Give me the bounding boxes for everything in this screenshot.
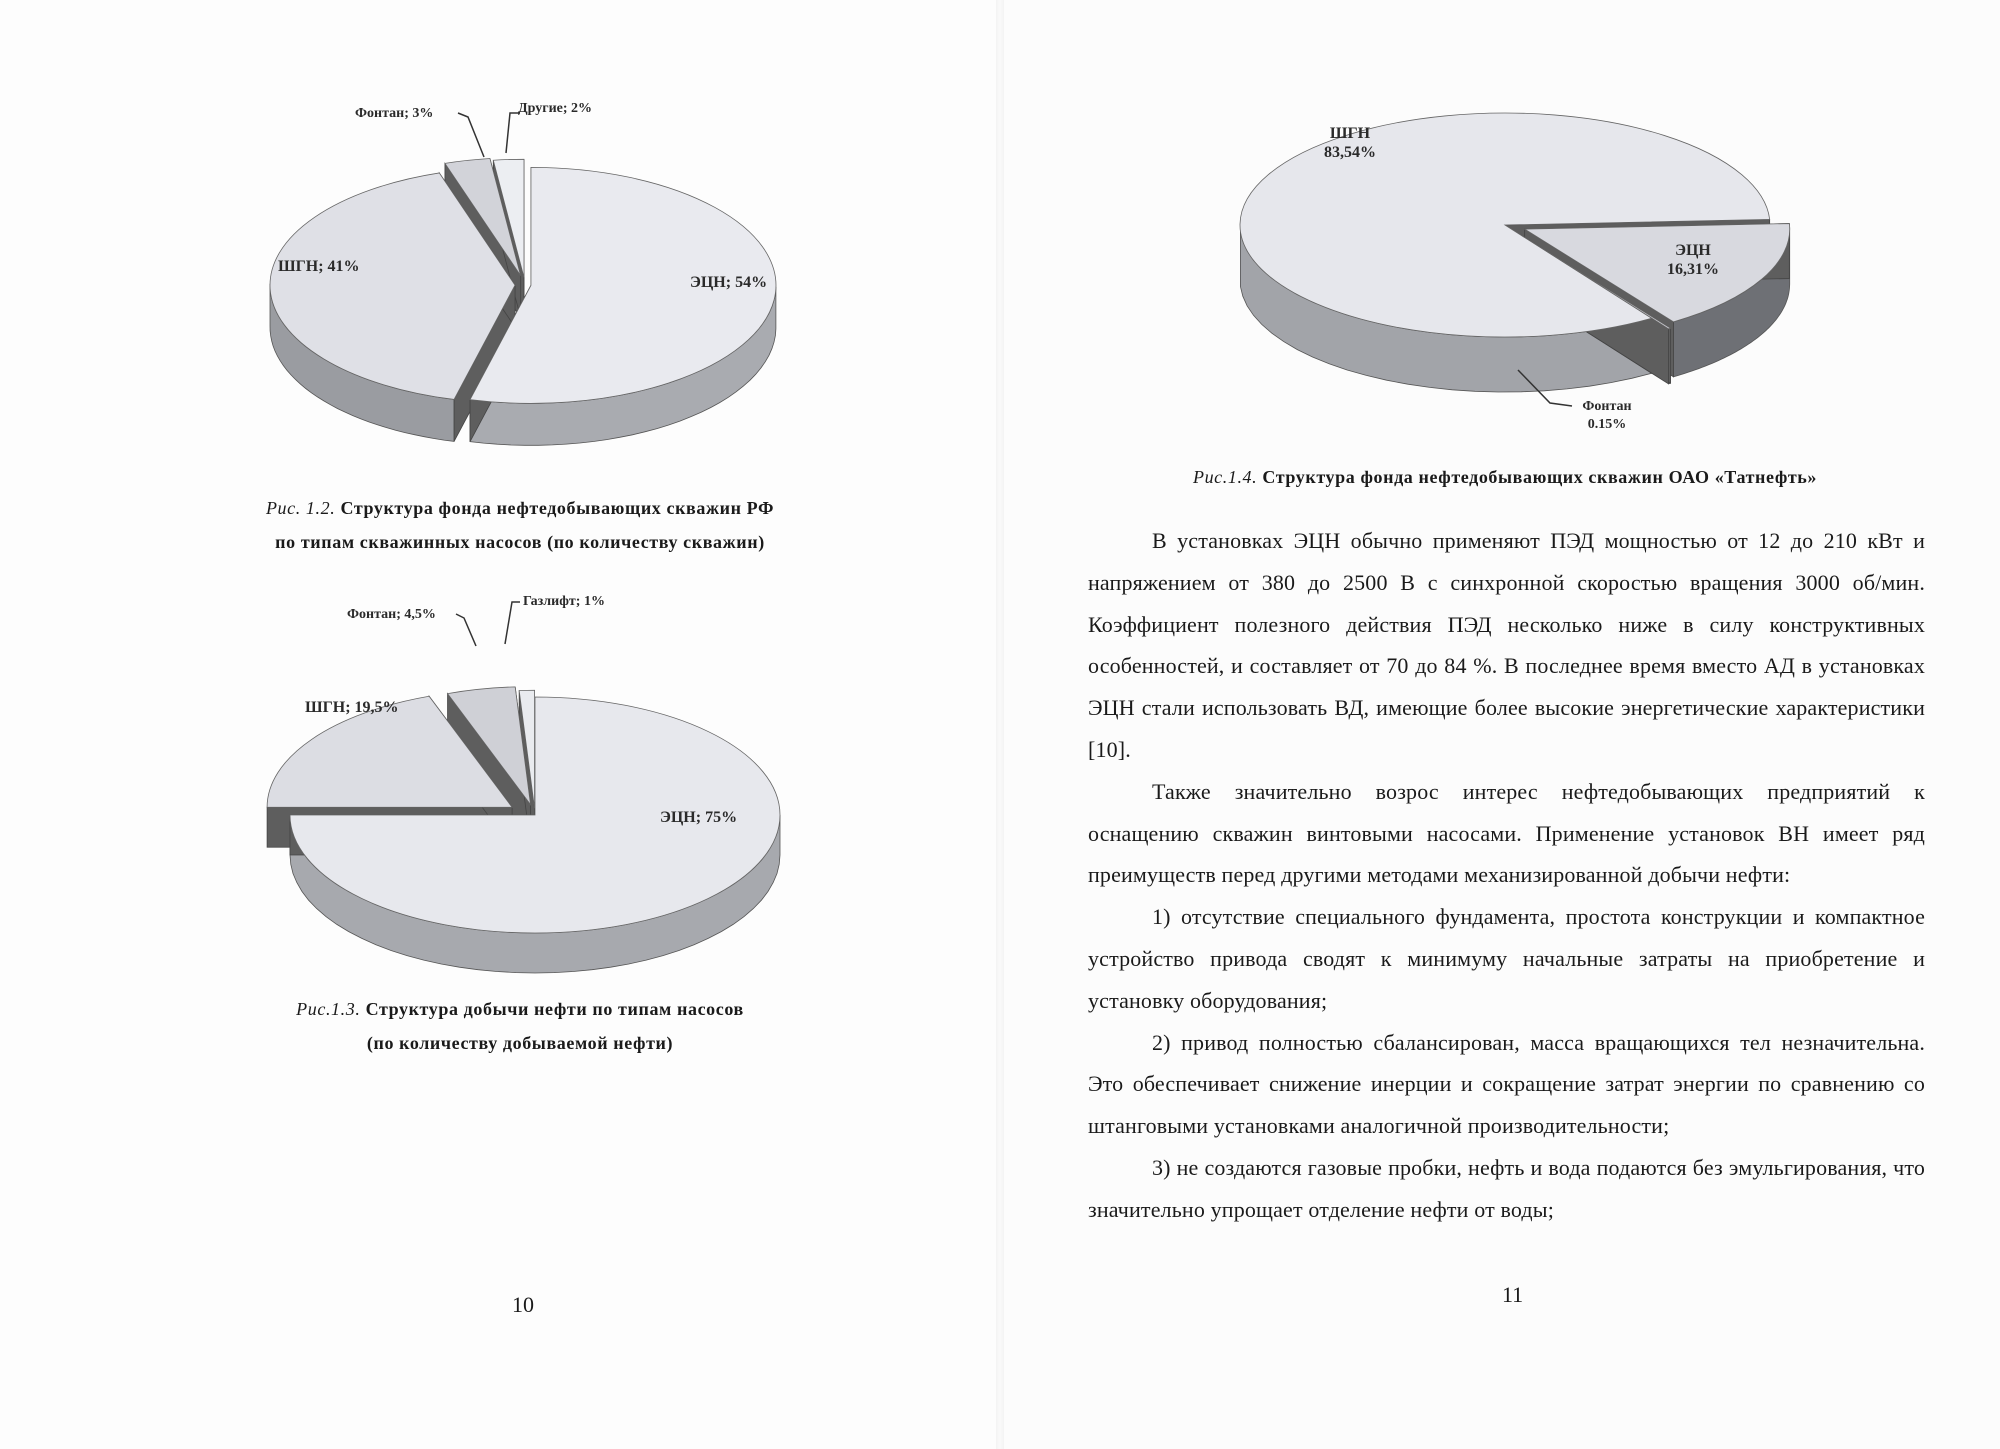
figure-1-4-label: Рис.1.4.: [1192, 467, 1258, 487]
label-fontan-value-1-4: 0.15%: [1587, 417, 1627, 432]
label-shgn-1-3: ШГН; 19,5%: [305, 699, 399, 716]
label-ecn-1-3: ЭЦН; 75%: [660, 809, 738, 826]
figure-1-2-caption-line2: по типам скважинных насосов (по количеству скважин): [275, 532, 765, 552]
figure-1-3-caption: [215, 992, 825, 1060]
figure-1-2-caption: [215, 491, 825, 559]
paragraph-5: 3) не создаются газовые пробки, нефть и вода подаются без эмульгирования, что значительно упрощает отделение нефти от воды;: [1088, 1154, 1925, 1222]
leader-line-gaslift: [505, 602, 520, 644]
label-ecn: ЭЦН; 54%: [690, 274, 768, 291]
figure-1-4-caption-text: Структура фонда нефтедобывающих скважин ОАО «Татнефть»: [1262, 467, 1818, 487]
figure-1-2-caption-line1: Структура фонда нефтедобывающих скважин РФ: [340, 498, 775, 518]
paragraph-3: 1) отсутствие специального фундамента, простота конструкции и компактное устройство привода сводят к минимуму начальные затраты на приобретение и установку оборудования;: [1088, 904, 1925, 1013]
chart-1-2-slices: [270, 159, 776, 446]
paragraph-1: В установках ЭЦН обычно применяют ПЭД мощностью от 12 до 210 кВт и напряжением от 380 до 2500 В с синхронной скоростью вращения 3000 об/мин. Коэффициент полезного действия ПЭД несколько ниже в силу конструктивных особенностей, и составляет от 70 до 84 %. В последнее время вместо АД в установках ЭЦН стали использовать ВД, имеющие более высокие энергетические характеристики [10].: [1088, 528, 1925, 762]
figure-1-2-pie-chart: [250, 95, 810, 470]
figure-1-4-pie-chart: [1220, 95, 1800, 440]
label-gaslift: Газлифт; 1%: [523, 594, 605, 609]
label-fontan: Фонтан; 3%: [355, 106, 434, 121]
figure-1-3-pie-chart: [250, 590, 810, 975]
label-fontan-1-3: Фонтан; 4,5%: [347, 607, 436, 622]
label-fontan-name-1-4: Фонтан: [1582, 399, 1632, 414]
page-number-right: 11: [1502, 1282, 1524, 1307]
figure-1-3-caption-line2: (по количеству добываемой нефти): [366, 1033, 674, 1053]
figure-1-3-label: Рис.1.3.: [296, 999, 361, 1019]
figure-1-2-label: Рис. 1.2.: [265, 498, 336, 518]
leader-line-other: [506, 113, 520, 153]
leader-line-fontan: [458, 113, 484, 157]
body-text: [1088, 520, 1925, 1231]
label-shgn: ШГН; 41%: [278, 258, 360, 275]
label-other: Другие; 2%: [518, 101, 593, 116]
paragraph-4: 2) привод полностью сбалансирован, масса вращающихся тел незначительна. Это обеспечивает снижение инерции и сокращение затрат энергии по сравнению со штанговыми установками аналогичной производительности;: [1088, 1029, 1925, 1139]
figure-1-4-caption: [1085, 460, 1925, 494]
figure-1-3-caption-line1: Структура добычи нефти по типам насосов: [365, 999, 744, 1019]
book-gutter: [996, 0, 1004, 1449]
chart-1-3-slices: [267, 687, 780, 973]
page-number-left: 10: [512, 1292, 534, 1317]
label-ecn-name-1-4: ЭЦН: [1675, 242, 1711, 259]
label-ecn-value-1-4: 16,31%: [1667, 261, 1719, 278]
leader-line-fontan-1-3: [456, 614, 476, 646]
label-shgn-value-1-4: 83,54%: [1324, 144, 1376, 161]
paragraph-2: Также значительно возрос интерес нефтедобывающих предприятий к оснащению скважин винтовыми насосами. Применение установок ВН имеет ряд преимуществ перед другими методами механизированной добычи нефти:: [1088, 778, 1925, 888]
label-shgn-name-1-4: ШГН: [1329, 125, 1371, 142]
